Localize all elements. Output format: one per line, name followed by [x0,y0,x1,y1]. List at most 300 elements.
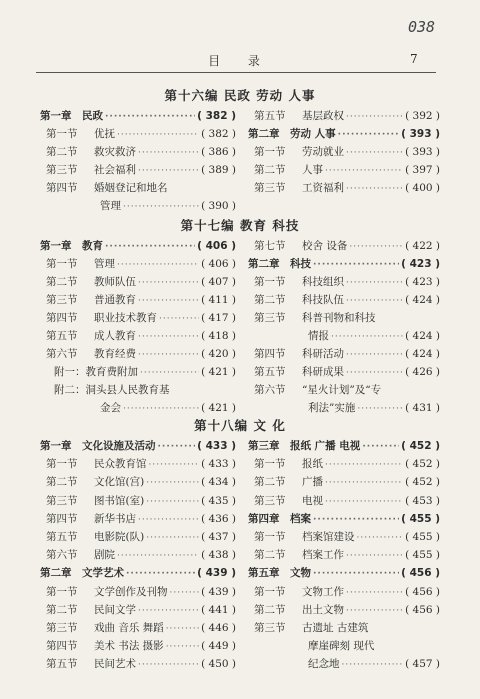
toc-page-number: ( 433 ) [201,458,236,471]
toc-entry-title: 档案馆建设 [302,531,355,543]
toc-leader-dots [149,457,200,473]
toc-entry-number: 第三节 [254,494,286,507]
toc-page-number: ( 452 ) [401,440,440,452]
toc-entry-number: 第二节 [46,146,78,158]
toc-entry-label [46,656,136,672]
toc-entry-number: 第三章 [248,440,280,452]
toc-entry-label [46,547,115,563]
toc-entry-number: 第一节 [46,128,78,140]
toc-leader-dots [325,494,403,510]
toc-page-number: ( 446 ) [201,622,236,634]
toc-section-entry [46,292,236,309]
toc-section-entry [46,310,236,327]
toc-page-number: ( 382 ) [197,110,236,122]
toc-page-number: ( 411 ) [201,294,236,306]
toc-entry-number: 第三节 [254,312,286,324]
toc-chapter-entry [40,238,236,255]
toc-entry-number: 第七节 [254,240,286,252]
toc-entry-number: 第五节 [46,531,78,543]
toc-entry-number: 第五节 [254,366,286,378]
toc-entry-number: 第一章 [40,110,72,122]
toc-entry-number: 第五节 [46,330,78,342]
toc-page-number: ( 452 ) [405,476,440,489]
toc-entry-label [254,584,344,600]
toc-entry-number: 第五章 [248,567,280,580]
toc-section-entry [254,144,440,161]
toc-entry-label [46,274,136,290]
toc-page-number: ( 393 ) [405,146,440,158]
toc-entry-title: 古遗址 古建筑 [302,622,369,634]
toc-entry-title: 电视 [302,494,323,507]
toc-entry-label [46,474,144,490]
toc-entry-number: 第二节 [254,476,286,489]
toc-leader-dots [123,199,199,215]
toc-page-number: ( 424 ) [405,348,440,360]
toc-leader-dots [346,293,403,309]
toc-page-number: ( 406 ) [201,258,236,270]
toc-entry-title: 文学艺术 [82,567,124,580]
toc-chapter-entry [40,438,236,455]
toc-entry-label [254,529,355,545]
toc-leader-dots [138,347,199,363]
toc-entry-number: 第三节 [254,182,286,194]
toc-page-number: ( 423 ) [401,258,440,270]
toc-entry-label [46,602,136,618]
toc-entry-title: 社会福利 [94,164,136,176]
toc-leader-dots [313,512,399,528]
toc-chapter-entry [248,438,440,455]
toc-page-number: ( 433 ) [197,440,236,452]
toc-page-number: ( 407 ) [201,276,236,288]
toc-leader-dots [346,275,403,291]
toc-leader-dots [349,239,403,255]
toc-leader-dots [362,439,399,455]
toc-entry-title: 工资福利 [302,182,344,194]
toc-entry-number: 第一节 [254,531,286,543]
toc-entry-number: 第一章 [40,440,72,452]
toc-entry-title: 优抚 [94,128,115,140]
toc-section-entry [46,529,236,546]
toc-section-entry [54,382,170,398]
toc-entry-label [308,638,374,654]
toc-page-number: ( 450 ) [201,658,236,671]
toc-entry-title: 科技队伍 [302,294,344,306]
toc-page-number: ( 420 ) [201,348,236,360]
toc-section-entry [46,126,236,143]
toc-entry-number: 第二节 [254,164,286,176]
toc-leader-dots [342,657,404,673]
toc-leader-dots [325,475,403,491]
toc-leader-dots [338,127,400,143]
toc-entry-number: 第四节 [254,348,286,360]
toc-section-entry [46,602,236,619]
toc-entry-label [248,126,336,142]
toc-page-number: ( 389 ) [201,164,236,176]
toc-section-entry [46,547,236,564]
toc-page-number: ( 423 ) [405,276,440,288]
toc-page-number: ( 417 ) [201,312,236,324]
toc-page-number: ( 390 ) [201,200,236,212]
toc-leader-dots [325,457,403,473]
toc-entry-label [308,328,329,344]
toc-section-entry [254,310,376,326]
toc-entry-number: 第二章 [248,258,280,270]
toc-leader-dots [159,311,199,327]
toc-section-entry [100,198,236,215]
toc-leader-dots [138,603,199,619]
toc-page-number: ( 441 ) [201,603,236,616]
toc-section-entry [254,584,440,601]
toc-entry-label [248,565,311,581]
toc-entry-title: 利法”实施 [308,402,356,414]
toc-entry-label [46,180,168,196]
toc-entry-title: 文物 [290,567,311,580]
toc-entry-label [254,274,344,290]
toc-section-entry [46,474,236,491]
toc-section-entry [308,656,440,673]
toc-entry-number: 第三节 [46,294,78,306]
toc-leader-dots [170,585,200,601]
toc-page-number: ( 436 ) [201,512,236,525]
toc-entry-label [46,511,136,527]
toc-entry-label [100,198,121,214]
toc-entry-label [46,346,136,362]
toc-page-number: ( 424 ) [405,330,440,342]
toc-entry-label [254,162,323,178]
toc-entry-number: 第五节 [46,658,78,671]
toc-section-entry [46,584,236,601]
toc-entry-number: 第六节 [46,348,78,360]
toc-section-entry [254,547,440,564]
toc-section-entry [46,656,236,673]
toc-entry-title: 科研成果 [302,366,344,378]
toc-entry-number: 第四章 [248,512,280,525]
toc-chapter-entry [248,511,440,528]
toc-entry-title: 文化馆(宫) [94,476,145,489]
toc-entry-number: 第二章 [248,128,280,140]
toc-leader-dots [138,512,199,528]
toc-entry-label [254,108,344,124]
toc-page-number: ( 455 ) [405,531,440,543]
toc-page-number: ( 437 ) [201,531,236,543]
toc-entry-label [254,474,323,490]
toc-entry-title: 教育费附加 [85,366,138,378]
toc-entry-label [254,493,323,509]
toc-entry-title: 档案工作 [302,549,344,562]
toc-section-entry [254,474,440,491]
toc-section-entry [308,638,374,654]
toc-entry-title: 管理 [100,200,121,212]
toc-page-number: ( 421 ) [201,366,236,378]
toc-entry-title: 普通教育 [94,294,136,306]
toc-entry-title: 校舍 设备 [302,240,348,252]
toc-page-number: ( 418 ) [201,330,236,342]
toc-entry-label [46,310,157,326]
toc-entry-title: 情报 [308,330,329,342]
toc-entry-number: 第二节 [254,294,286,306]
toc-entry-title: 出土文物 [302,603,344,616]
toc-leader-dots [146,494,199,510]
toc-entry-label [46,144,136,160]
toc-leader-dots [105,109,195,125]
toc-section-entry [46,346,236,363]
toc-section-entry [254,382,381,398]
toc-section-entry [308,328,440,345]
toc-entry-label [46,493,144,509]
toc-entry-label [54,382,170,398]
toc-entry-label [254,456,323,472]
toc-entry-number: 第二章 [40,567,72,580]
toc-entry-number: 第一节 [254,585,286,598]
toc-section-entry [46,493,236,510]
toc-entry-label [308,656,340,672]
toc-entry-number: 第三节 [46,164,78,176]
toc-entry-label [254,310,376,326]
toc-entry-label [46,126,115,142]
toc-page-number: ( 393 ) [401,128,440,140]
toc-entry-label [254,346,344,362]
toc-entry-label [40,565,124,581]
toc-entry-title: 洞头县人民教育基 [85,384,170,396]
toc-leader-dots [346,585,403,601]
toc-leader-dots [105,239,195,255]
toc-section-entry [46,180,168,196]
toc-entry-label [46,620,164,636]
toc-entry-label [54,364,138,380]
toc-leader-dots [357,401,403,417]
toc-page-number: ( 456 ) [401,567,440,580]
toc-leader-dots [346,548,403,564]
toc-entry-title: 民政 [82,110,103,122]
toc-entry-label [248,256,311,272]
toc-section-entry [46,274,236,291]
toc-entry-title: “星火计划”及“专 [302,384,382,396]
toc-section-entry [254,364,440,381]
toc-entry-label [46,256,115,272]
toc-page-number: ( 452 ) [405,458,440,471]
toc-page-number: ( 421 ) [201,402,236,414]
toc-entry-number: 第一节 [254,146,286,158]
toc-entry-label [254,364,344,380]
toc-leader-dots [146,475,199,491]
toc-page-number: ( 386 ) [201,146,236,158]
toc-entry-label [254,602,344,618]
toc-section-entry [254,602,440,619]
toc-entry-title: 救灾救济 [94,146,136,158]
toc-leader-dots [138,163,199,179]
toc-entry-label [100,400,121,416]
toc-entry-title: 图书馆(室) [94,494,145,507]
toc-section-entry [254,238,440,255]
toc-leader-dots [158,439,196,455]
toc-entry-title: 电影院(队) [94,531,145,543]
toc-section-entry [254,620,368,636]
toc-page-number: ( 439 ) [201,585,236,598]
toc-chapter-entry [248,126,440,143]
toc-entry-label [254,144,344,160]
toc-leader-dots [138,293,199,309]
toc-page-number: ( 392 ) [405,110,440,122]
toc-page-number: ( 422 ) [405,240,440,252]
toc-leader-dots [346,181,403,197]
toc-entry-label [254,620,368,636]
toc-entry-label [46,638,164,654]
toc-leader-dots [140,365,199,381]
toc-section-entry [308,400,440,417]
toc-entry-title: 民众教育馆 [94,458,147,471]
toc-entry-label [308,400,355,416]
section-title: 第十六编 民政 劳动 人事 [164,88,316,103]
toc-leader-dots [346,347,403,363]
toc-leader-dots [313,566,399,582]
toc-chapter-entry [40,565,236,582]
toc-entry-title: 基层政权 [302,110,344,122]
toc-entry-title: 职业技术教育 [94,312,157,324]
toc-entry-title: 报纸 广播 电视 [290,440,361,452]
toc-leader-dots [146,530,199,546]
toc-entry-number: 第四节 [46,512,78,525]
header-title: 目 录 [208,54,272,68]
toc-entry-title: 教育 [82,240,103,252]
toc-entry-title: 摩崖碑刻 现代 [308,640,375,653]
toc-entry-title: 教师队伍 [94,276,136,288]
toc-section-entry [254,292,440,309]
toc-page-number: ( 406 ) [197,240,236,252]
toc-entry-number: 第二节 [46,603,78,616]
toc-entry-title: 劳动就业 [302,146,344,158]
toc-page-number: ( 397 ) [405,164,440,176]
toc-page-number: ( 435 ) [201,494,236,507]
toc-entry-label [248,511,311,527]
toc-entry-number: 附二： [54,384,86,396]
toc-page-number: ( 424 ) [405,294,440,306]
toc-chapter-entry [248,565,440,582]
toc-page-number: ( 457 ) [405,658,440,671]
toc-entry-label [46,584,168,600]
toc-entry-number: 第四节 [46,312,78,324]
toc-leader-dots [331,329,403,345]
toc-entry-title: 成人教育 [94,330,136,342]
toc-section-entry [254,493,440,510]
toc-page-number: ( 439 ) [197,567,236,580]
toc-section-entry [46,162,236,179]
toc-page-number: ( 456 ) [405,603,440,616]
toc-section-entry [46,511,236,528]
toc-chapter-entry [40,108,236,125]
toc-leader-dots [325,163,403,179]
toc-entry-title: 人事 [302,164,323,176]
toc-section-entry [254,108,440,125]
toc-entry-number: 第四节 [46,182,78,194]
toc-leader-dots [346,145,403,161]
toc-leader-dots [357,530,404,546]
toc-entry-number: 第三节 [254,622,286,634]
toc-entry-title: 文化设施及活动 [82,440,156,452]
toc-entry-title: 文学创作及刊物 [94,585,168,598]
toc-leader-dots [138,657,199,673]
toc-entry-label [46,328,136,344]
toc-section-entry [254,274,440,291]
toc-entry-label [254,292,344,308]
toc-entry-number: 第五节 [254,110,286,122]
toc-entry-title: 科技 [290,258,311,270]
toc-entry-number: 第一节 [46,458,78,471]
toc-page-number: ( 434 ) [201,476,236,489]
section-title: 第十七编 教育 科技 [180,218,300,233]
toc-entry-number: 第一章 [40,240,72,252]
toc-leader-dots [166,639,199,655]
toc-leader-dots [123,401,199,417]
toc-page-number: ( 453 ) [405,494,440,507]
toc-entry-number: 第一节 [46,258,78,270]
toc-page-number: ( 438 ) [201,549,236,562]
toc-entry-title: 民间文学 [94,603,136,616]
toc-entry-label [40,238,103,254]
toc-section-entry [54,364,236,381]
section-title: 第十八编 文 化 [194,418,286,433]
toc-leader-dots [138,329,199,345]
toc-entry-number: 第二节 [254,603,286,616]
toc-leader-dots [346,365,403,381]
toc-entry-number: 第一节 [254,276,286,288]
toc-entry-number: 第六节 [46,549,78,562]
toc-entry-label [248,438,360,454]
toc-entry-label [254,547,344,563]
toc-section-entry [254,456,440,473]
toc-leader-dots [126,566,195,582]
toc-entry-title: 新华书店 [94,512,136,525]
toc-chapter-entry [248,256,440,273]
toc-leader-dots [346,109,403,125]
toc-entry-label [254,238,347,254]
toc-section-entry [46,256,236,273]
handwritten-note: 038 [408,18,436,36]
toc-entry-label [46,292,136,308]
toc-entry-number: 第一节 [254,458,286,471]
toc-entry-title: 管理 [94,258,115,270]
toc-section-entry [46,638,236,655]
toc-section-entry [254,529,440,546]
toc-entry-title: 纪念地 [308,658,340,671]
toc-entry-title: 劳动 人事 [290,128,336,140]
header-rule [36,72,436,73]
toc-entry-title: 婚姻登记和地名 [94,182,168,194]
toc-section-entry [46,144,236,161]
toc-entry-title: 档案 [290,512,311,525]
toc-entry-title: 戏曲 音乐 舞蹈 [94,622,164,634]
toc-page-number: ( 431 ) [405,402,440,414]
toc-entry-number: 第六节 [254,384,286,396]
toc-page-number: ( 455 ) [401,512,440,525]
toc-entry-number: 第二节 [254,549,286,562]
toc-page-number: ( 456 ) [405,585,440,598]
toc-entry-number: 第三节 [46,494,78,507]
toc-entry-label [254,180,344,196]
toc-entry-label [40,108,103,124]
toc-page-number: ( 400 ) [405,182,440,194]
toc-leader-dots [138,275,199,291]
toc-entry-title: 教育经费 [94,348,136,360]
toc-section-entry [254,162,440,179]
toc-entry-title: 报纸 [302,458,323,471]
toc-leader-dots [117,257,199,273]
toc-entry-title: 科技组织 [302,276,344,288]
toc-entry-title: 美术 书法 摄影 [94,640,164,653]
toc-entry-number: 第二节 [46,476,78,489]
header-page-number: 7 [410,52,418,66]
toc-entry-label [254,382,381,398]
toc-page-number: ( 449 ) [201,640,236,653]
